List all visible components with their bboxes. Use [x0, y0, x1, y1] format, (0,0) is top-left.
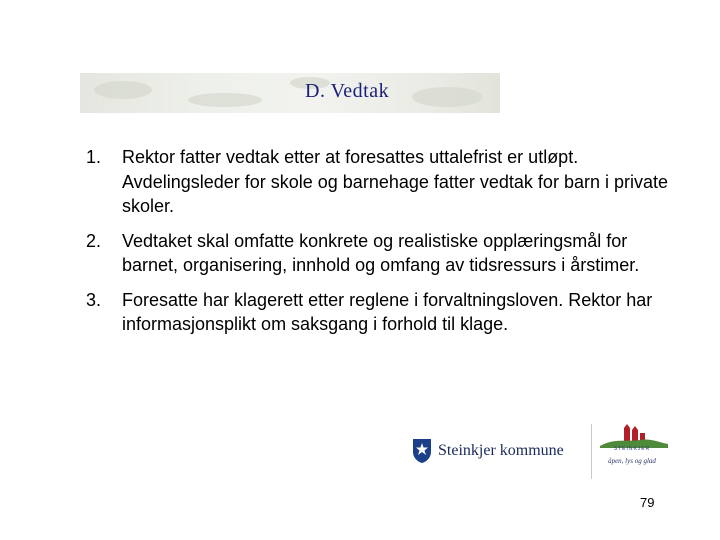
title-banner: [80, 73, 500, 113]
steinkjer-kommune-logo: [412, 438, 564, 464]
page-number: 79: [640, 495, 655, 510]
steinkjer-tagline: åpen, lys og glad: [608, 457, 656, 465]
list-item-text: Rektor fatter vedtak etter at foresattes uttalefrist er utløpt. Avdelingsleder for skole og barnehage fatter vedtak for barn i private skoler.: [122, 147, 668, 216]
steinkjer-logo: [594, 424, 670, 478]
list-item-number: 1.: [86, 147, 102, 167]
list-item: [86, 288, 686, 337]
list-item: [86, 229, 686, 278]
church-icon: [594, 424, 670, 448]
list-item-number: 3.: [86, 289, 102, 310]
list-item: [86, 145, 686, 219]
list-item-number: 2.: [86, 230, 102, 251]
decision-list: [86, 145, 686, 347]
logo-text: Steinkjer kommune: [438, 442, 564, 459]
list-item-text: Foresatte har klagerett etter reglene i forvaltningsloven. Rektor har informasjonsplikt om saksgang i forhold til klage.: [122, 289, 653, 334]
logo-divider: [591, 424, 592, 479]
coat-of-arms-icon: [412, 438, 432, 464]
steinkjer-name: STEINKJER: [613, 446, 651, 452]
list-item-text: Vedtaket skal omfatte konkrete og realistiske opplæringsmål for barnet, organisering, innhold og omfang av tidsressurs i årstimer.: [122, 230, 640, 275]
slide-title: D. Vedtak: [305, 80, 390, 102]
